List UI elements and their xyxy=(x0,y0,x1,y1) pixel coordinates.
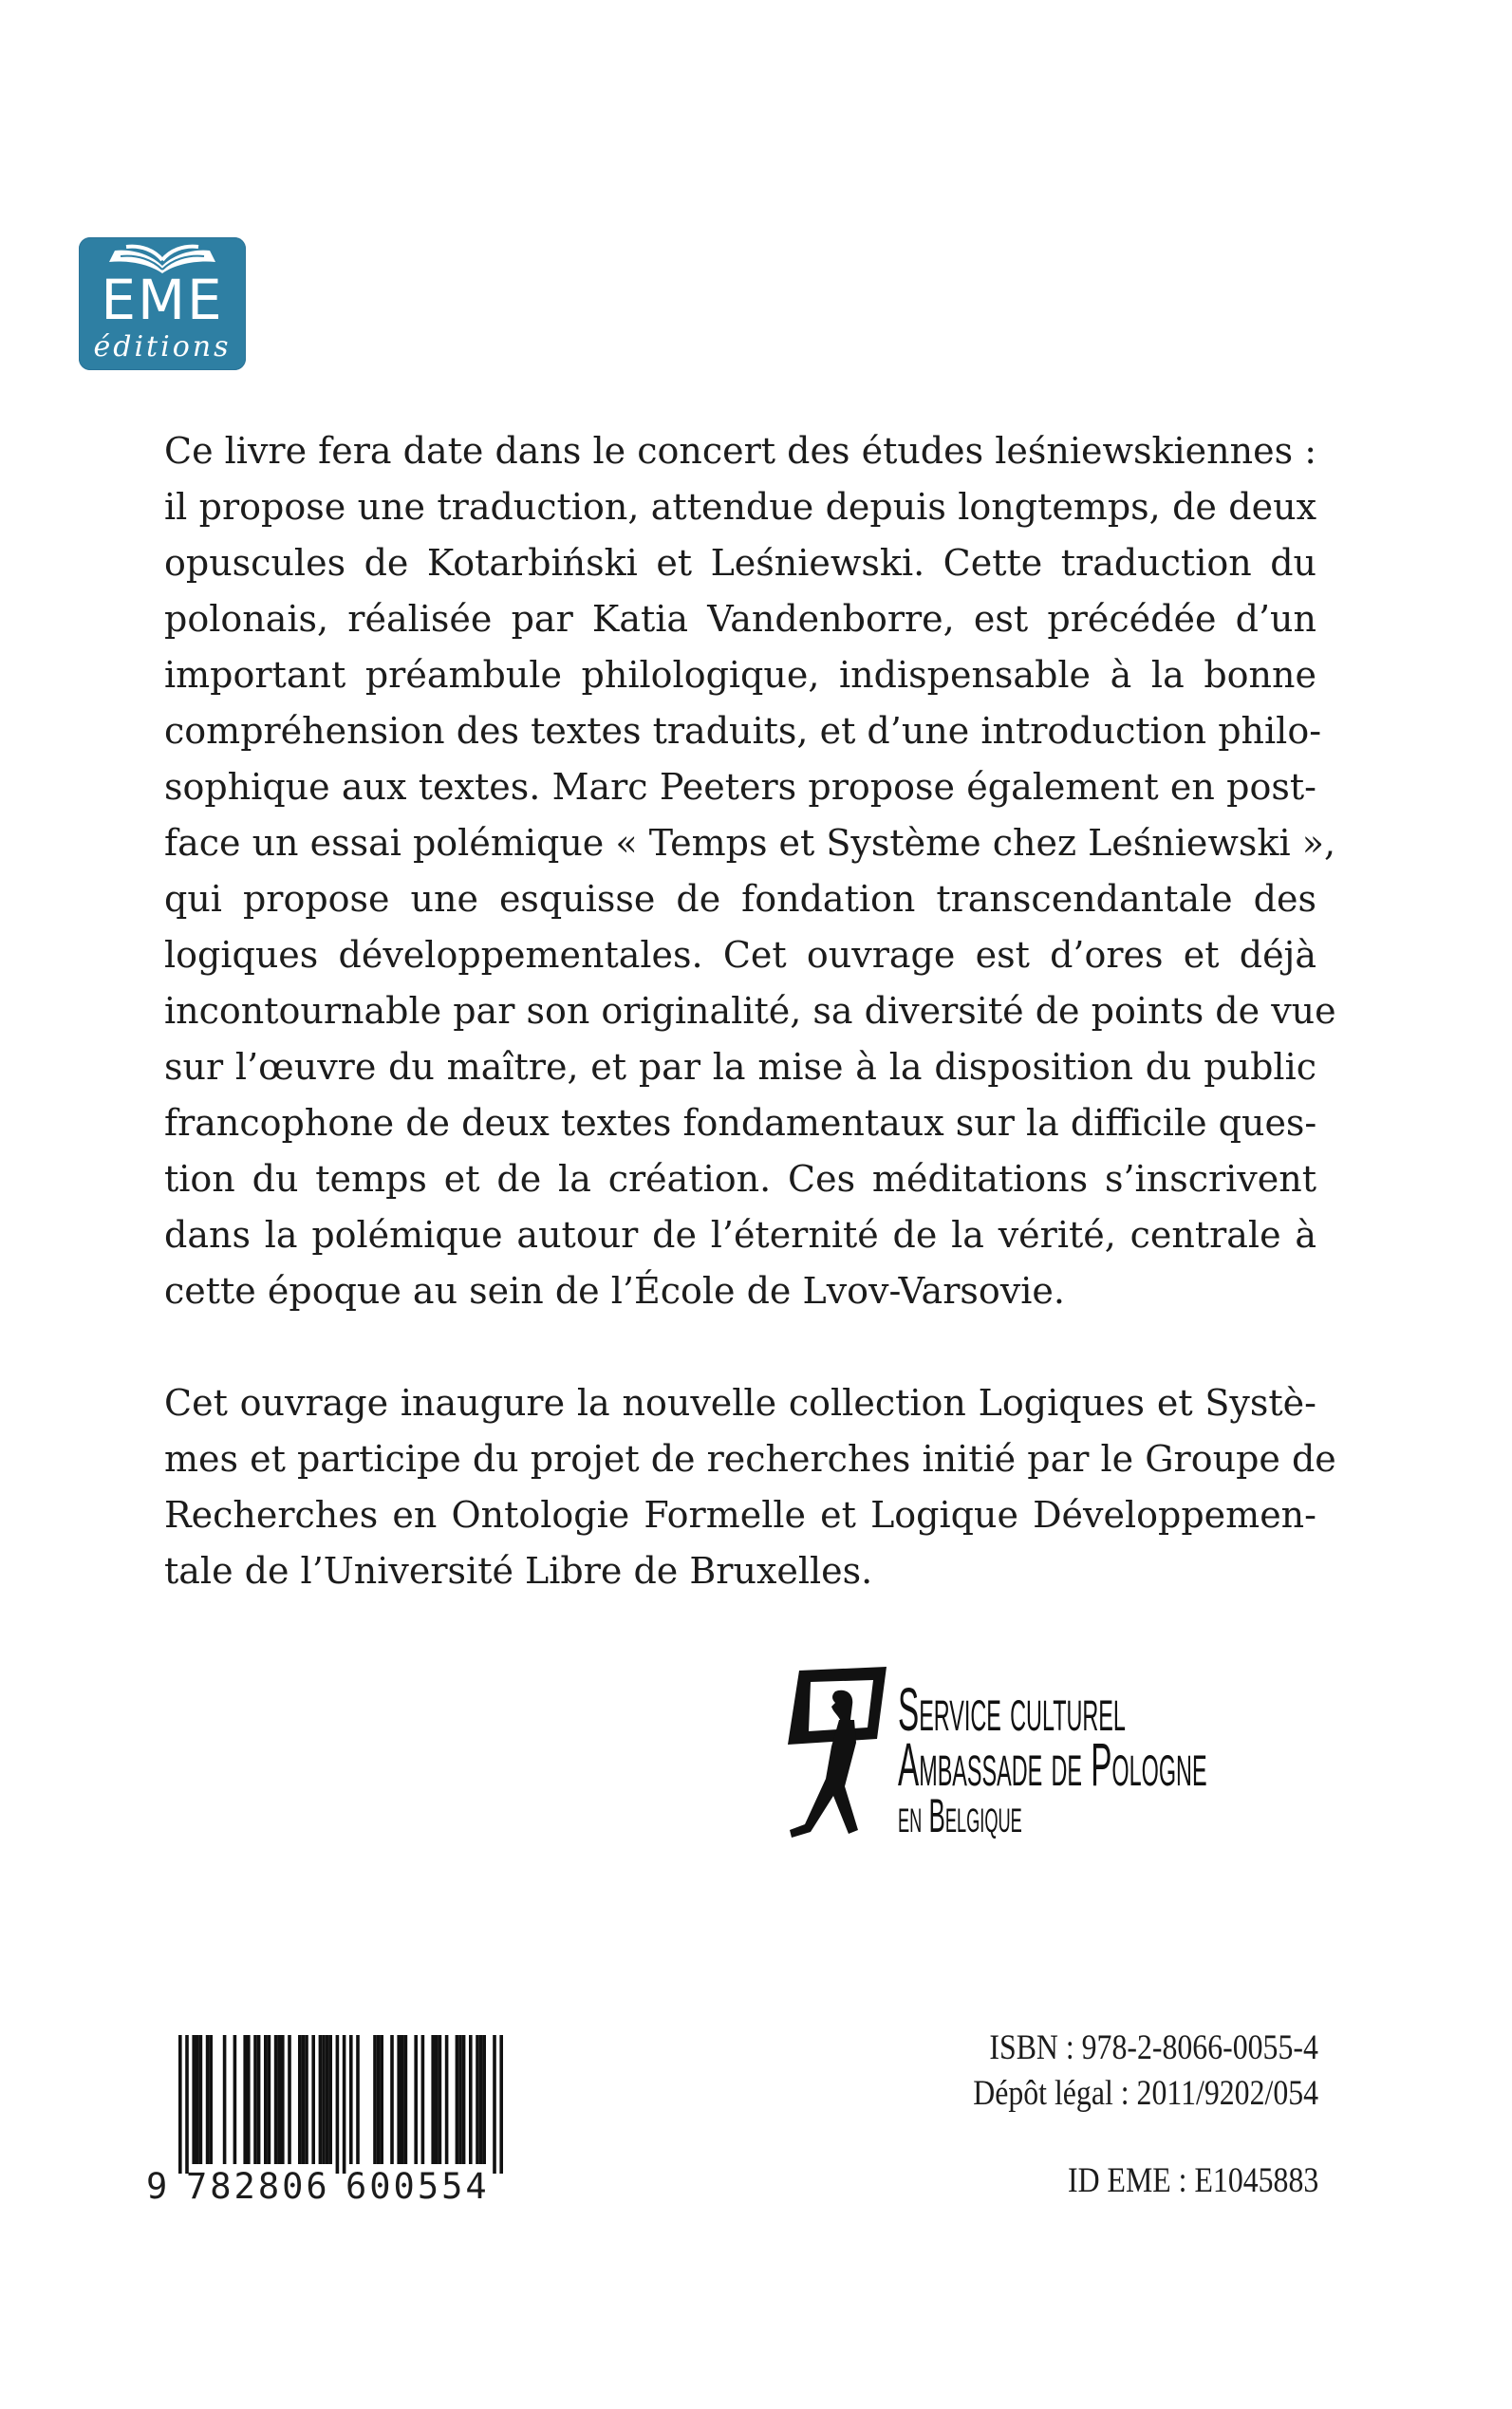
text-line: incontournable par son originalité, sa diversité de points de vue xyxy=(164,990,1336,1032)
barcode-bar xyxy=(421,2035,425,2164)
barcode-bar xyxy=(499,2035,503,2174)
text-line: opuscules de Kotarbiński et Leśniewski. Cette traduction du xyxy=(164,542,1316,584)
text-line: qui propose une esquisse de fondation transcendantale des xyxy=(164,878,1316,920)
text-line: important préambule philologique, indispensable à la bonne xyxy=(164,654,1316,696)
barcode-bar xyxy=(390,2035,394,2164)
barcode-bar xyxy=(445,2035,449,2164)
barcode-bar xyxy=(196,2035,199,2164)
barcode-bar xyxy=(311,2035,315,2164)
text-line: cette époque au sein de l’École de Lvov-Varsovie. xyxy=(164,1270,1065,1312)
barcode-bar xyxy=(277,2035,281,2164)
barcode-bar xyxy=(456,2035,459,2164)
sponsor-line-1: Service culturel xyxy=(898,1675,1126,1744)
barcode-bar xyxy=(397,2035,401,2164)
text-line: Cet ouvrage inaugure la nouvelle collection Logiques et Systè- xyxy=(164,1382,1316,1424)
text-line: face un essai polémique « Temps et Système chez Leśniewski », xyxy=(164,822,1336,864)
barcode-bar xyxy=(458,2035,462,2164)
barcode-bar xyxy=(206,2035,210,2164)
text-line: il propose une traduction, attendue depuis longtemps, de deux xyxy=(164,486,1316,528)
barcode-bar xyxy=(298,2035,302,2164)
barcode-bar xyxy=(343,2035,346,2174)
sponsor-line-2: Ambassade de Pologne xyxy=(898,1730,1207,1799)
text-line: polonais, réalisée par Katia Vandenborre, est précédée d’un xyxy=(164,598,1316,640)
barcode-bar xyxy=(247,2035,251,2164)
depot-legal-text: Dépôt légal : 2011/9202/054 xyxy=(973,2074,1318,2113)
sponsor-line-3: en Belgique xyxy=(898,1789,1022,1842)
text-line: compréhension des textes traduits, et d’une introduction philo- xyxy=(164,710,1322,752)
text-line: sophique aux textes. Marc Peeters propose également en post- xyxy=(164,766,1316,808)
barcode-bar xyxy=(319,2035,323,2164)
eme-editions-logo xyxy=(79,237,246,370)
barcode-bar xyxy=(192,2035,196,2164)
text-line: Recherches en Ontologie Formelle et Logique Développemen- xyxy=(164,1494,1316,1536)
text-line: sur l’œuvre du maître, et par la mise à la disposition du public xyxy=(164,1046,1316,1088)
barcode-bar xyxy=(281,2035,285,2164)
barcode-bar xyxy=(476,2035,479,2164)
text-line: mes et participe du projet de recherches initié par le Groupe de xyxy=(164,1438,1336,1480)
barcode-bar xyxy=(356,2035,360,2164)
barcode-bar xyxy=(328,2035,332,2164)
barcode-bar xyxy=(264,2035,268,2164)
sponsor-text xyxy=(898,1675,1207,1842)
barcode-bar xyxy=(185,2035,189,2174)
barcode-first-digit: 9 xyxy=(146,2166,168,2207)
barcode-bar xyxy=(223,2035,227,2164)
barcode-bar xyxy=(199,2035,203,2164)
text-line: francophone de deux textes fondamentaux sur la difficile ques- xyxy=(164,1102,1317,1144)
text-line: logiques développementales. Cet ouvrage est d’ores et déjà xyxy=(164,934,1316,976)
id-eme-text: ID EME : E1045883 xyxy=(1067,2161,1318,2200)
logo-wordmark: EME xyxy=(101,268,224,332)
barcode-bar xyxy=(268,2035,271,2164)
barcode-bar xyxy=(305,2035,308,2164)
logo-subtitle: éditions xyxy=(93,330,232,364)
barcode-bar xyxy=(439,2035,442,2164)
barcode-bar xyxy=(435,2035,439,2164)
barcode-digits-left: 782806 xyxy=(186,2166,330,2207)
barcode-bar xyxy=(349,2035,353,2164)
text-line: Ce livre fera date dans le concert des études leśniewskiennes : xyxy=(164,430,1316,472)
text-line: tale de l’Université Libre de Bruxelles. xyxy=(164,1550,873,1592)
barcode-bar xyxy=(253,2035,257,2164)
barcode-bar xyxy=(482,2035,486,2164)
barcode-bar xyxy=(302,2035,306,2164)
barcode-bar xyxy=(431,2035,435,2164)
barcode-bar xyxy=(178,2035,182,2174)
barcode-bar xyxy=(462,2035,466,2164)
barcode-bar xyxy=(401,2035,404,2164)
barcode-bar xyxy=(377,2035,381,2164)
text-line: tion du temps et de la création. Ces méditations s’inscrivent xyxy=(164,1158,1316,1200)
barcode-bar xyxy=(479,2035,483,2164)
isbn-text: ISBN : 978-2-8066-0055-4 xyxy=(989,2028,1318,2067)
barcode-bar xyxy=(414,2035,418,2164)
barcode-bar xyxy=(288,2035,291,2164)
barcode-bar xyxy=(257,2035,261,2164)
barcode-bar xyxy=(493,2035,496,2174)
isbn-barcode xyxy=(167,2031,528,2174)
back-cover-description xyxy=(164,423,1336,1599)
barcode-bar xyxy=(209,2035,213,2164)
text-line: dans la polémique autour de l’éternité de la vérité, centrale à xyxy=(164,1214,1316,1256)
barcode-bar xyxy=(322,2035,326,2164)
paragraph-1 xyxy=(164,423,1336,1319)
barcode-bar xyxy=(380,2035,383,2164)
barcode-bar xyxy=(336,2035,340,2174)
barcode-bar xyxy=(373,2035,377,2164)
barcode-digits-right: 600554 xyxy=(345,2166,490,2207)
barcode-bar xyxy=(326,2035,329,2164)
barcode-bar xyxy=(469,2035,473,2164)
barcode-bar xyxy=(404,2035,408,2164)
paragraph-2 xyxy=(164,1375,1336,1599)
barcode-bar xyxy=(233,2035,237,2164)
polish-embassy-logo xyxy=(782,1663,1238,1843)
barcode-bar xyxy=(274,2035,278,2164)
barcode-bar xyxy=(243,2035,247,2164)
man-carrying-frame-icon xyxy=(782,1663,896,1843)
